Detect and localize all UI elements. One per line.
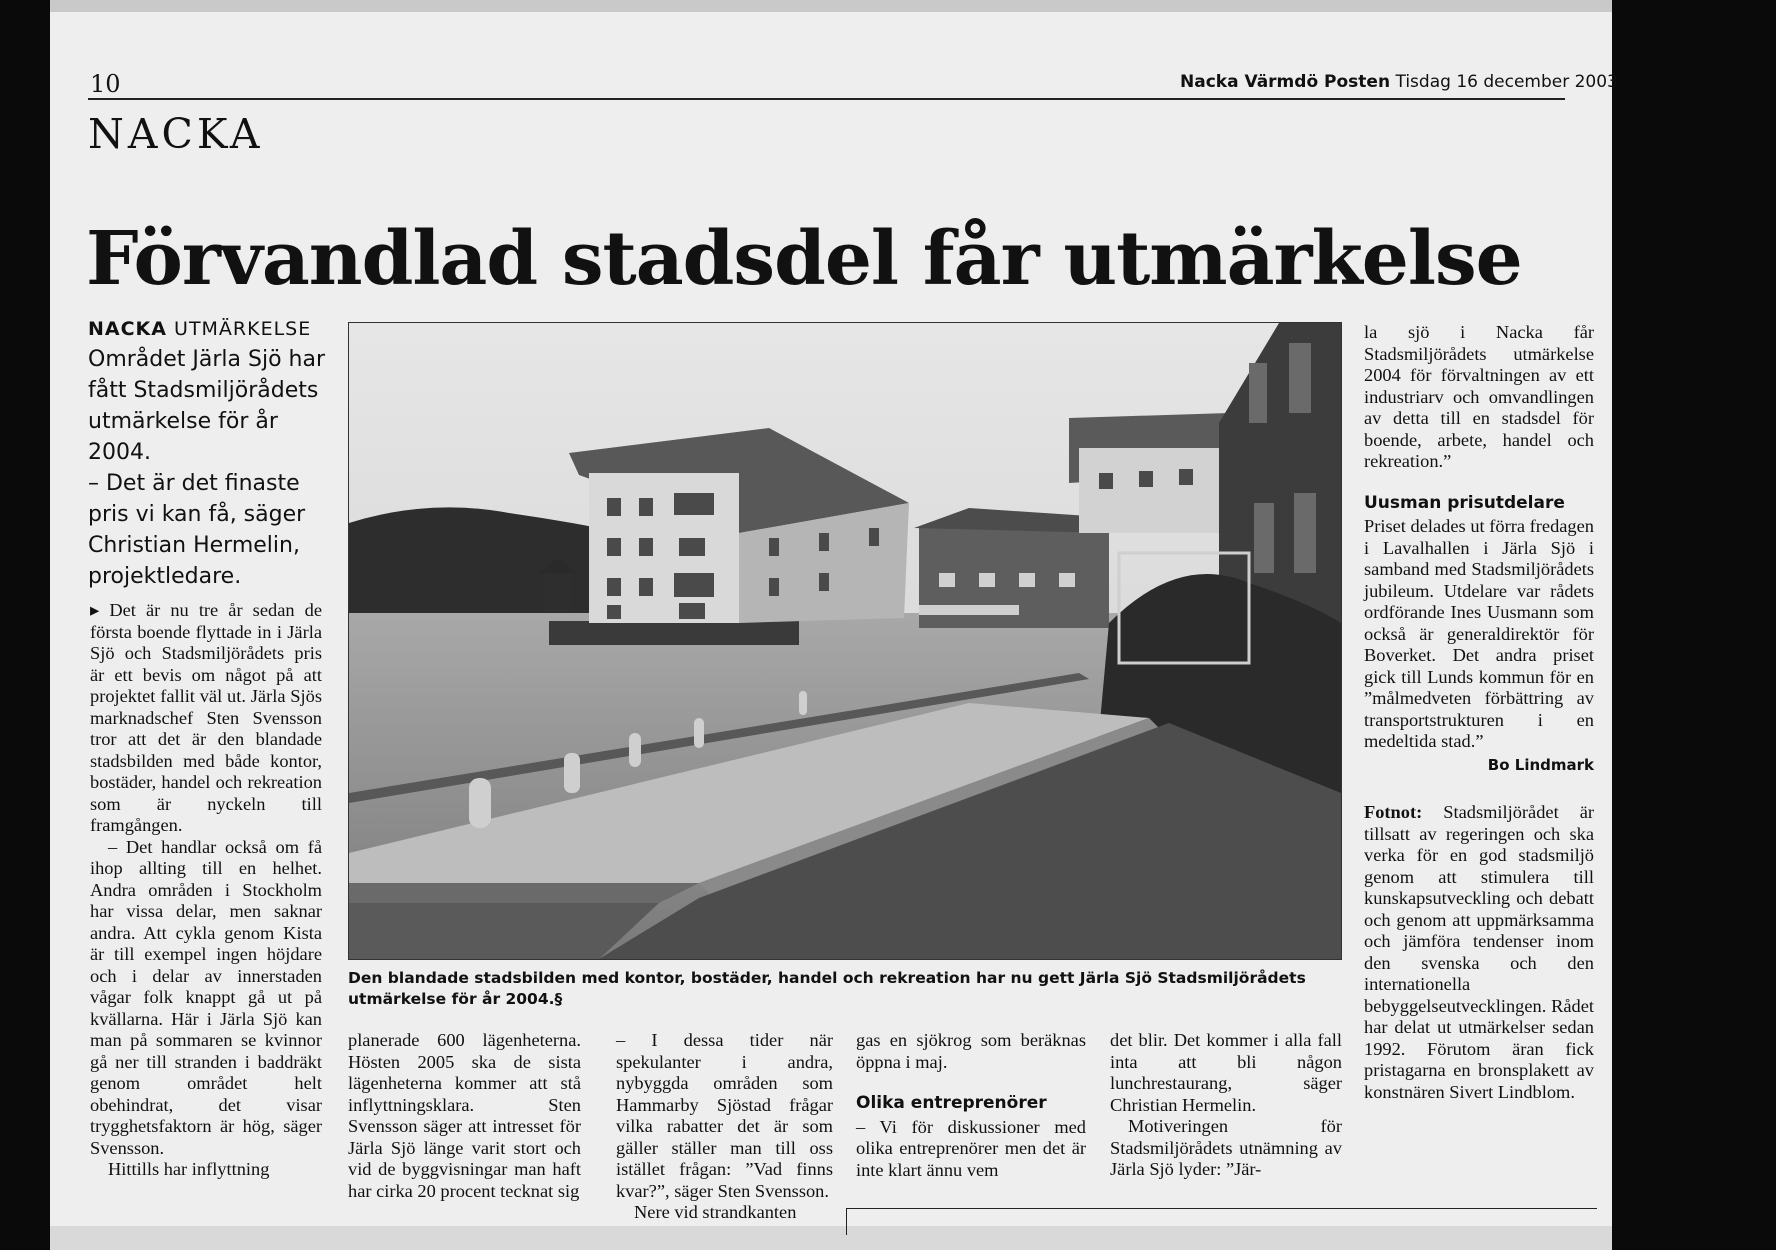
body-column-4 <box>856 1030 1086 1181</box>
page-number: 10 <box>90 70 121 98</box>
body-paragraph: gas en sjökrog som beräknas öppna i maj. <box>856 1030 1086 1072</box>
fotnot-paragraph <box>1364 802 1594 1103</box>
fotnot-text: Stadsmiljörådet är tillsatt av regeringen och ska verka för en god stadsmiljö genom att stimulera till kunskapsutveckling och debatt och genom att uppmärksamma och jämföra tendenser inom den svenska och den internationella bebyggelseutvecklingen. Rådet har delat ut utmärkelser sedan 1992. Förutom äran fick pristagarna en bronsplakett av konstnären Sivert Lindblom. <box>1364 802 1594 1102</box>
subheading-prisutdelare: Uusman prisutdelare <box>1364 492 1565 513</box>
body-column-2 <box>348 1030 581 1202</box>
body-paragraph: det blir. Det kommer i alla fall inta att bli någon lunchrestaurang, säger Christian Hermelin. <box>1110 1030 1342 1115</box>
scan-left-border <box>0 0 50 1250</box>
body-column-1 <box>90 600 322 1181</box>
article-kicker <box>88 318 311 340</box>
header-rule <box>88 98 1565 100</box>
masthead <box>1180 72 1618 92</box>
body-column-3 <box>616 1030 833 1224</box>
photo-caption: Den blandade stadsbilden med kontor, bostäder, handel och rekreation har nu gett Järla Sjö Stadsmiljörådets utmärkelse för år 2004.§ <box>348 969 1306 1008</box>
photo-jarla-sjo-waterfront <box>349 323 1341 959</box>
scan-right-border <box>1612 0 1776 1250</box>
article-ingress <box>88 344 328 592</box>
article-photo <box>348 322 1342 960</box>
kicker-topic: UTMÄRKELSE <box>174 318 312 340</box>
section-title: NACKA <box>88 110 264 158</box>
body-paragraph: – Det handlar också om få ihop allting till en helhet. Andra områden i Stockholm har vissa delar, men saknar andra. Att cykla genom Kista är till exempel ingen höjdare och i delar av innerstaden vågar folk knappt gå ut på kvällarna. Här i Järla Sjö kan man på sommaren se kvinnor gå ner till stranden i baddräkt genom området helt obehindrat, det visar trygghetsfaktorn är hög, säger Svensson. <box>90 836 322 1158</box>
ingress-quote: – Det är det finaste pris vi kan få, säger Christian Hermelin, projektledare. <box>88 471 306 589</box>
body-paragraph: planerade 600 lägenheterna. Hösten 2005 ska de sista lägenheterna kommer att stå inflyttningsklara. Sten Svensson säger att intresset för Järla Sjö länge varit stort och vid de byggvisningar man haft har cirka 20 procent tecknat sig <box>348 1030 581 1201</box>
body-paragraph: ▸ Det är nu tre år sedan de första boende flyttade in i Järla Sjö och Stadsmiljörådets pris är ett bevis om något på att projektet fallit väl ut. Järla Sjös marknadschef Sten Svensson tror att det är den blandade stadsbilden med både kontor, bostäder, handel och rekreation som är nyckeln till framgången. <box>90 600 322 835</box>
body-paragraph: Priset delades ut förra fredagen i Lavalhallen i Järla Sjö i samband med Stadsmiljörådets jubileum. Utdelare var rådets ordförande Ines Uusmann som också är generaldirektör för Boverket. Det andra priset gick till Lunds kommun för en ”målmedveten förbättring av transportstrukturen i en medeltida stad.” <box>1364 516 1594 751</box>
ingress-paragraph: Området Järla Sjö har fått Stadsmiljörådets utmärkelse för år 2004. <box>88 347 325 465</box>
article-headline: Förvandlad stadsdel får utmärkelse <box>86 216 1522 302</box>
body-paragraph: – I dessa tider när spekulanter i andra, nybyggda områden som Hammarby Sjöstad frågar vilka rabatter det är som gäller ställer man till oss istället frågan: ”Vad finns kvar?”, säger Sten Svensson. <box>616 1030 833 1201</box>
body-paragraph: la sjö i Nacka får Stadsmiljörådets utmärkelse 2004 för förvaltningen av ett industriarv och omvandlingen av detta till en stadsdel för boende, arbete, handel och rekreation.” <box>1364 322 1594 471</box>
fotnot-label: Fotnot: <box>1364 802 1423 822</box>
body-column-5 <box>1110 1030 1342 1181</box>
byline: Bo Lindmark <box>1487 755 1594 774</box>
next-article-frame <box>846 1208 1597 1235</box>
issue-date: Tisdag 16 december 2003 <box>1395 72 1618 92</box>
subheading-entreprenorer: Olika entreprenörer <box>856 1093 1047 1113</box>
body-column-right <box>1364 322 1594 1103</box>
body-paragraph: Motiveringen för Stadsmiljörådets utnämning av Järla Sjö lyder: ”Jär- <box>1110 1116 1342 1179</box>
kicker-place: NACKA <box>88 318 167 340</box>
body-paragraph: Nere vid strandkanten <box>634 1202 797 1222</box>
body-paragraph: Hittills har inflyttning <box>108 1159 270 1179</box>
body-paragraph: – Vi för diskussioner med olika entreprenörer men det är inte klart ännu vem <box>856 1116 1086 1180</box>
paper-name: Nacka Värmdö Posten <box>1180 72 1391 92</box>
